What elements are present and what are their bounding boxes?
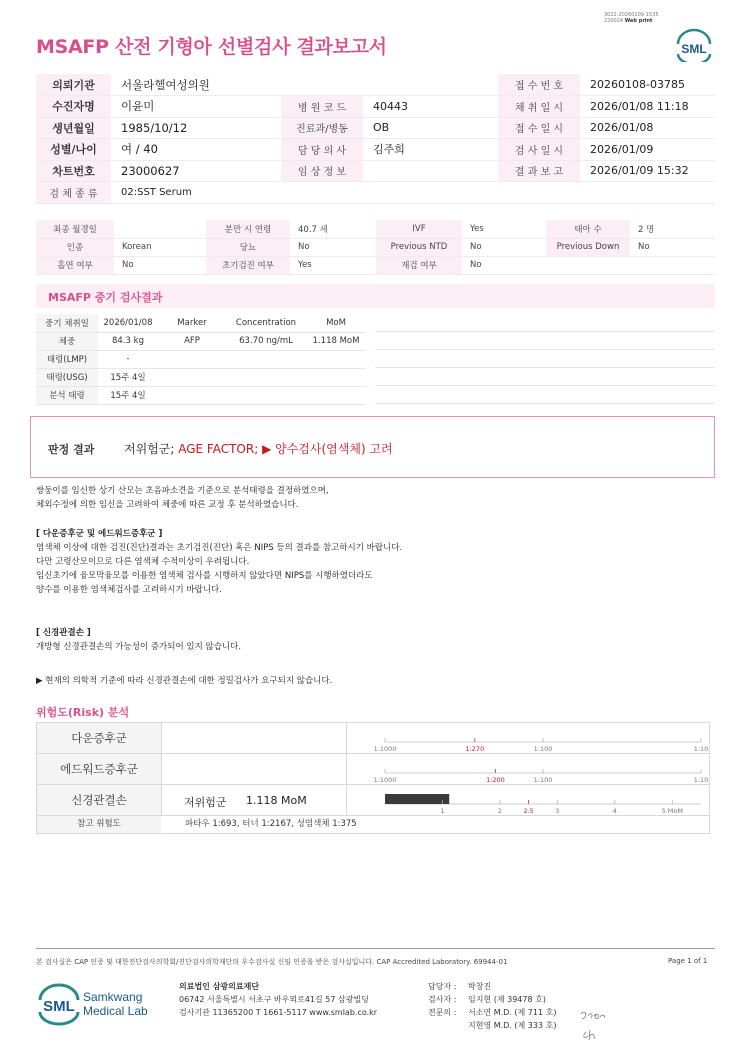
scale-tick-label: 5 MoM [661, 807, 683, 815]
recv-date-label: 접 수 일 시 [498, 117, 580, 139]
clinical-info-value [363, 160, 498, 182]
table-row [36, 220, 715, 238]
specimen-value: 02:SST Serum [111, 182, 715, 204]
scale-tick-label: 1:270 [465, 745, 485, 753]
doctor-label: 담 당 의 사 [281, 139, 363, 161]
risk-row-edwards [37, 754, 709, 785]
ntd-mom: 1.118 MoM [246, 794, 307, 807]
scale-tick-label: 1:10 [693, 745, 709, 753]
msafp-section-header [36, 284, 715, 308]
table-row [36, 314, 366, 332]
recv-date-value: 2026/01/08 [580, 117, 715, 139]
dept-value: OB [363, 117, 498, 139]
table-row [36, 74, 715, 96]
ntd-recommendation: ▶ 현재의 의학적 기준에 따라 신경관결손에 대한 정밀검사가 요구되지 않습니다. [36, 676, 333, 686]
organization-info: 의료법인 삼광의료재단 06742 서울특별시 서초구 바우뫼로41길 57 삼광빌딩 검사기관 11365200 T 1661-5117 www.smlab.co.kr [179, 982, 378, 1017]
mom-value: 1.118 MoM [306, 332, 366, 350]
table-row [36, 238, 715, 256]
analysis-ga-value: 15주 4일 [98, 386, 158, 404]
scale-tick-label: 4 [612, 807, 617, 815]
hospital-code-value: 40443 [363, 96, 498, 118]
collect-date-value: 2026/01/08 11:18 [580, 96, 715, 118]
recv-no-value: 20260108-03785 [580, 74, 715, 96]
req-org-label: 의뢰기관 [36, 74, 111, 96]
scale-tick-label: 1:100 [533, 776, 553, 784]
ntd-mom-scale [347, 785, 711, 815]
scale-tick-label: 1:200 [486, 776, 505, 784]
report-date-value: 2026/01/09 15:32 [580, 160, 715, 182]
risk-table [36, 722, 710, 834]
usg-ga-label: 태령(USG) [36, 368, 98, 386]
recv-no-label: 접 수 번 호 [498, 74, 580, 96]
table-row [36, 96, 715, 118]
first-tri-value: Yes [290, 256, 376, 274]
weight-label: 체중 [36, 332, 98, 350]
weight-value: 84.3 kg [98, 332, 158, 350]
sml-logo-icon [674, 28, 714, 62]
empty-result-grid [375, 314, 715, 404]
prev-ntd-value: No [462, 238, 546, 256]
ntd-result: 저위험군 [184, 796, 227, 809]
dept-label: 진료과/병동 [281, 117, 363, 139]
samkwang-logo-icon [36, 982, 160, 1026]
diabetes-label: 당뇨 [206, 238, 290, 256]
scale-tick-label: 3 [555, 807, 560, 815]
lmp-label: 최종 월경일 [36, 220, 114, 238]
risk-row-ref [37, 816, 709, 833]
marker-value: AFP [158, 332, 226, 350]
ntd-result-cell [161, 785, 347, 815]
prev-down-label: Previous Down [546, 238, 630, 256]
logo-sml-text: SML [43, 998, 75, 1015]
race-label: 인종 [36, 238, 114, 256]
print-id: 3022-20260109-1535 220024 Web print [604, 12, 659, 24]
risk-chart-svg [347, 754, 711, 785]
hospital-code-label: 병 원 코 드 [281, 96, 363, 118]
ref-label: 참고 위험도 [37, 816, 161, 833]
analysis-ga-label: 분석 태령 [36, 386, 98, 404]
clinical-info-label: 임 상 정 보 [281, 160, 363, 182]
logo-name-line1: Samkwang [83, 990, 143, 1004]
report-date-label: 결 과 보 고 [498, 160, 580, 182]
table-row [36, 350, 366, 368]
table-row [36, 117, 715, 139]
marker-header: Marker [158, 314, 226, 332]
ntd-note: [ 신경관결손 ] 개방형 신경관결손의 가능성이 증가되어 있지 않습니다. [36, 628, 242, 652]
first-tri-label: 초기검진 여부 [206, 256, 290, 274]
collect-value: 2026/01/08 [98, 314, 158, 332]
report-title: MSAFP 산전 기형아 선별검사 결과보고서 [36, 36, 387, 58]
lmp-value [114, 220, 206, 238]
risk-section-title: 위험도(Risk) 분석 [36, 706, 130, 719]
prev-down-value: No [630, 238, 715, 256]
footer-note: 본 검사실은 CAP 인증 및 대한진단검사의학회/진단검사의학재단의 우수검사실 신임 인증을 받은 검사실입니다. CAP Accredited Laboratory. 69944-01 [36, 958, 508, 966]
name-value: 이윤미 [111, 96, 281, 118]
name-label: 수진자명 [36, 96, 111, 118]
sml-logo-text: SML [681, 42, 707, 56]
msafp-result-table [36, 314, 366, 405]
staff-info: 담당자 : 박창진 검사자 : 임지현 (제 39478 호) 전문의 : 서소연 M.D. (제 711 호) 지현영 M.D. (제 333 호) [428, 982, 557, 1030]
clinical-extra-table [36, 220, 715, 275]
sex-age-value: 여 / 40 [111, 139, 281, 161]
specimen-label: 검 체 종 류 [36, 182, 111, 204]
mom-header: MoM [306, 314, 366, 332]
judgment-label: 판정 결과 [48, 443, 95, 456]
scale-tick-label: 1:100 [533, 745, 553, 753]
sex-age-label: 성별/나이 [36, 139, 111, 161]
req-org-value: 서울라헬여성의원 [111, 74, 498, 96]
scale-tick-label: 2 [497, 807, 502, 815]
table-row [36, 332, 366, 350]
prev-ntd-label: Previous NTD [376, 238, 462, 256]
msafp-section-title: MSAFP 중기 검사결과 [48, 291, 163, 304]
table-row [36, 139, 715, 161]
risk-row-ntd [37, 785, 709, 816]
concentration-value: 63.70 ng/mL [226, 332, 306, 350]
chart-no-label: 차트번호 [36, 160, 111, 182]
judgment-result: 저위험군; AGE FACTOR; ▶ 양수검사(염색체) 고려 [124, 442, 393, 456]
chart-no-value: 23000627 [111, 160, 281, 182]
fetus-value: 2 명 [630, 220, 715, 238]
lmp-ga-value: - [98, 350, 158, 368]
risk-chart-svg [347, 785, 711, 816]
down-edwards-note: [ 다운증후군 및 에드워드증후군 ] 염색체 이상에 대한 검진(진단)결과는 초기검진(진단) 혹은 NIPS 등의 결과를 참고하시기 바랍니다. 다만 고령산모이므로 다른 염색체 수적이상이 우려됩니다. 임신초기에 융모막융모를 이용한 염색체 검사를 시행하지 않았다면 NIPS를 시행하였더라도 양수를 이용한 염색체검사를 고려하시기 바랍니다. [36, 529, 403, 595]
ivf-label: IVF [376, 220, 462, 238]
test-date-label: 검 사 일 시 [498, 139, 580, 161]
twin-note: 쌍둥이를 임신한 상기 산모는 초음파소견을 기준으로 분석태령을 결정하였으며, 체외수정에 의한 임신을 고려하여 체중에 따른 교정 후 분석하였습니다. [36, 486, 329, 510]
page-number: Page 1 of 1 [668, 957, 708, 965]
age-at-delivery-value: 40.7 세 [290, 220, 376, 238]
concentration-header: Concentration [226, 314, 306, 332]
table-row [36, 160, 715, 182]
risk-row-down [37, 723, 709, 754]
logo-name-line2: Medical Lab [83, 1004, 148, 1018]
dob-label: 생년월일 [36, 117, 111, 139]
down-label: 다운증후군 [37, 723, 161, 753]
dob-value: 1985/10/12 [111, 117, 281, 139]
signature-icon [578, 1006, 614, 1042]
collect-label: 중기 채취일 [36, 314, 98, 332]
smoking-value: No [114, 256, 206, 274]
lmp-ga-label: 태령(LMP) [36, 350, 98, 368]
usg-ga-value: 15주 4일 [98, 368, 158, 386]
table-row [36, 368, 366, 386]
scale-tick-label: 1 [440, 807, 445, 815]
patient-info-table [36, 74, 715, 204]
scale-tick-label: 1:10 [693, 776, 709, 784]
ref-value: 파타우 1:693, 터너 1:2167, 성염색체 1:375 [185, 819, 357, 829]
ntd-label: 신경관결손 [37, 785, 161, 815]
table-row [36, 256, 715, 274]
edwards-risk-scale [347, 754, 711, 784]
table-row [36, 182, 715, 204]
retest-value: No [462, 256, 546, 274]
table-row [36, 386, 366, 404]
smoking-label: 흡연 여부 [36, 256, 114, 274]
age-at-delivery-label: 분만 시 연령 [206, 220, 290, 238]
down-risk-scale [347, 723, 711, 753]
doctor-value: 김주희 [363, 139, 498, 161]
test-date-value: 2026/01/09 [580, 139, 715, 161]
race-value: Korean [114, 238, 206, 256]
edwards-label: 에드워드증후군 [37, 754, 161, 784]
scale-tick-label: 2.5 [523, 807, 534, 815]
mom-bar [385, 794, 449, 804]
diabetes-value: No [290, 238, 376, 256]
fetus-label: 태아 수 [546, 220, 630, 238]
ivf-value: Yes [462, 220, 546, 238]
footer-divider [36, 948, 715, 949]
judgment-box [30, 416, 715, 478]
retest-label: 재검 여부 [376, 256, 462, 274]
risk-chart-svg [347, 723, 711, 754]
scale-tick-label: 1:1000 [373, 776, 397, 784]
scale-tick-label: 1:1000 [373, 745, 397, 753]
collect-date-label: 채 취 일 시 [498, 96, 580, 118]
